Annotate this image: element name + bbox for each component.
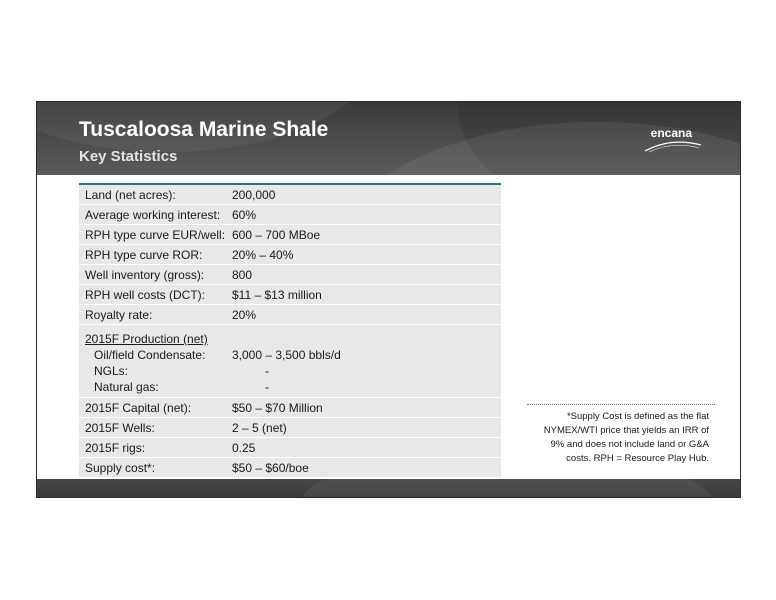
slide-header	[37, 102, 740, 175]
table-row	[79, 305, 501, 325]
row-label: 2015F Capital (net):	[85, 400, 192, 415]
footnote-line: costs. RPH = Resource Play Hub.	[566, 453, 709, 464]
table-row	[79, 285, 501, 305]
slide-title: Tuscaloosa Marine Shale	[79, 118, 329, 141]
production-item-label: NGLs:	[94, 364, 129, 378]
footnote-line: 9% and does not include land or G&A	[550, 439, 709, 450]
row-label: Land (net acres):	[85, 187, 176, 202]
footnote-line: *Supply Cost is defined as the flat	[566, 411, 709, 422]
production-item-label: Natural gas:	[94, 380, 159, 394]
row-label: Royalty rate:	[85, 307, 153, 322]
row-value: 2 – 5 (net)	[232, 420, 287, 435]
production-values	[226, 325, 501, 397]
production-heading: 2015F Production (net)	[85, 332, 208, 346]
row-value: $50 – $70 Million	[232, 400, 323, 415]
row-value: 600 – 700 MBoe	[232, 227, 321, 242]
table-row	[79, 438, 501, 458]
row-label: Average working interest:	[85, 207, 221, 222]
encana-logo	[651, 126, 692, 140]
slide-footer-bar	[37, 479, 740, 497]
table-row	[79, 185, 501, 205]
table-row	[79, 418, 501, 438]
row-value: $11 – $13 million	[232, 287, 322, 302]
slide	[36, 101, 741, 498]
table-row	[79, 205, 501, 225]
table-row	[79, 265, 501, 285]
row-value: $50 – $60/boe	[232, 460, 309, 475]
key-statistics-table	[79, 183, 501, 478]
production-labels	[79, 325, 226, 397]
row-value: 200,000	[232, 187, 276, 202]
table-row	[79, 458, 501, 478]
row-value: 60%	[232, 207, 257, 222]
slide-subtitle: Key Statistics	[79, 148, 178, 165]
table-row	[79, 245, 501, 265]
footnote	[507, 410, 709, 466]
table-row	[79, 398, 501, 418]
row-value: 800	[232, 267, 253, 282]
row-label: 2015F Wells:	[85, 420, 155, 435]
row-label: Supply cost*:	[85, 460, 156, 475]
production-item-value: 3,000 – 3,500 bbls/d	[232, 348, 341, 362]
production-item-value: -	[265, 364, 269, 378]
footnote-divider	[527, 404, 715, 405]
row-label: Well inventory (gross):	[85, 267, 205, 282]
row-value: 20%	[232, 307, 257, 322]
production-row	[79, 325, 501, 398]
row-label: 2015F rigs:	[85, 440, 146, 455]
production-item-label: Oil/field Condensate:	[94, 348, 206, 362]
row-value: 20% – 40%	[232, 247, 294, 262]
production-item-value: -	[265, 380, 269, 394]
footnote-line: NYMEX/WTI price that yields an IRR of	[543, 425, 709, 436]
row-label: RPH type curve EUR/well:	[85, 227, 226, 242]
table-row	[79, 225, 501, 245]
row-value: 0.25	[232, 440, 256, 455]
logo-swoosh-icon	[643, 139, 703, 153]
logo-text: encana	[650, 126, 692, 140]
row-label: RPH type curve ROR:	[85, 247, 203, 262]
row-label: RPH well costs (DCT):	[85, 287, 206, 302]
